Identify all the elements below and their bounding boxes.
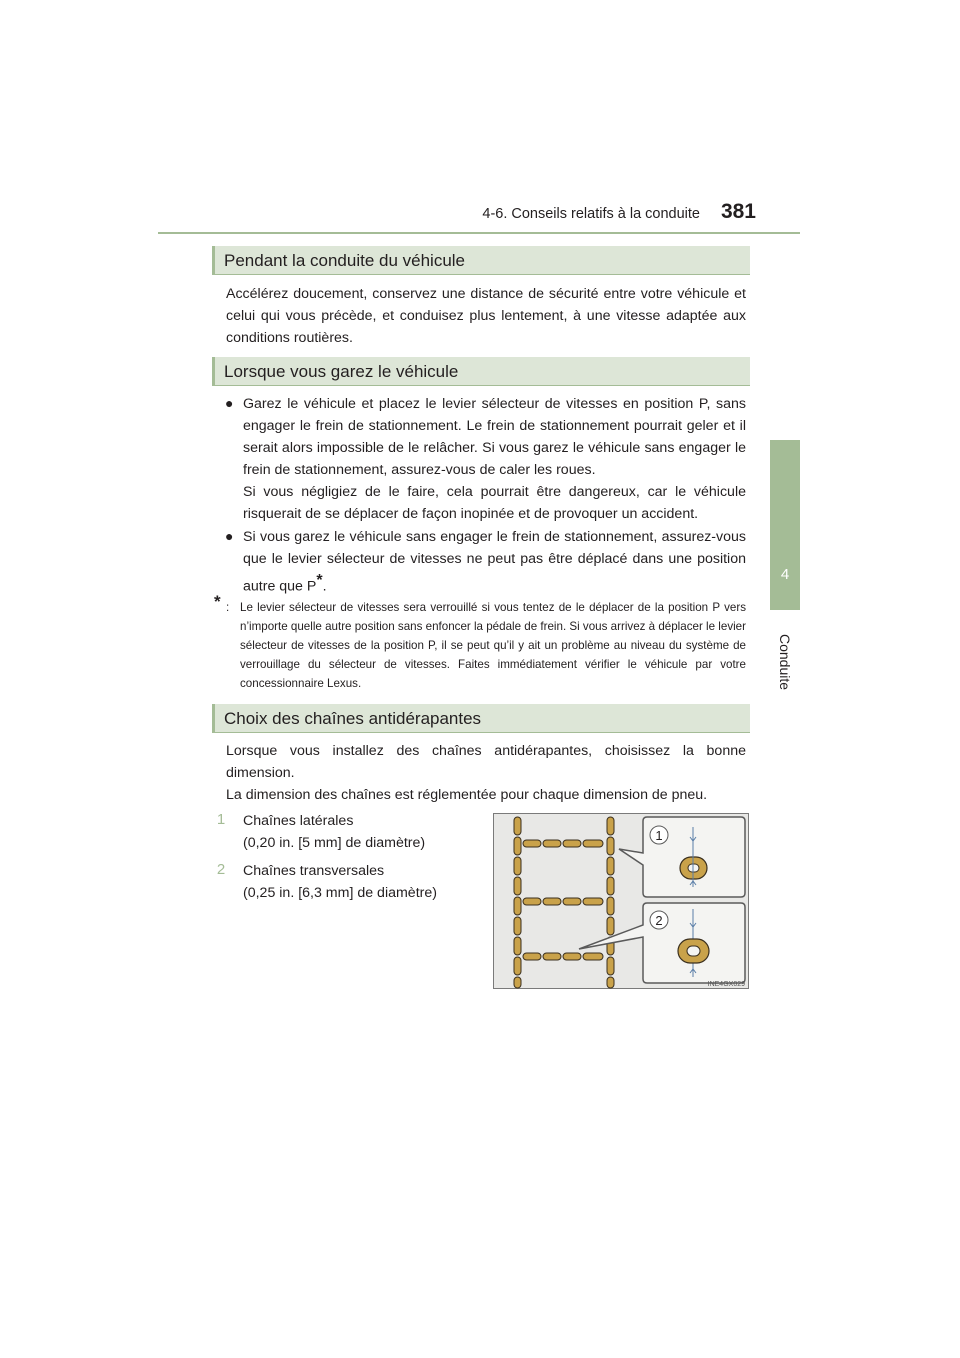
chain-item-2-label: Chaînes transversales [243,863,385,879]
chapter-tab-label: Conduite [777,633,793,691]
side-chain-left [514,817,521,988]
section-heading-parking [212,357,750,386]
footnote-colon: : [226,601,230,614]
chain-item-1-detail: (0,20 in. [5 mm] de diamètre) [243,835,426,851]
chains-paragraph-line-2: La dimension des chaînes est réglementée pour chaque dimension de pneu. [226,787,708,803]
section-heading-chains-text: Choix des chaînes antidérapantes [224,709,482,728]
section-heading-chains [212,704,750,733]
chains-paragraph-line-1: Lorsque vous installez des chaînes antidérapantes, choisissez la bonne dimension. [226,743,746,781]
item-number-2: 2 [216,861,226,878]
callout-number-1: 1 [655,828,663,843]
tire-chain-illustration [493,813,749,989]
chain-item-2-detail: (0,25 in. [6,3 mm] de diamètre) [243,885,437,901]
figure-code: INE4GX029 [707,981,745,988]
footnote-star: * [316,572,323,589]
parking-bullet-2 [243,526,746,598]
section-heading-driving [212,246,750,275]
footnote-marker: * [214,592,221,611]
parking-bullet-1 [243,393,746,525]
chapter-tab-number: 4 [780,566,790,583]
bullet-marker: ● [225,395,234,411]
bullet-marker: ● [225,528,234,544]
chain-item-1-label: Chaînes latérales [243,813,354,829]
chains-paragraph [226,740,746,806]
parking-bullet-2-end: . [322,578,327,595]
callout-number-2: 2 [655,913,663,928]
parking-bullet-2-text: Si vous garez le véhicule sans engager le frein de stationnement, assurez-vous que le levier sélecteur de vitesses ne peut pas être déplacé dans une position autre que P [243,529,746,595]
side-chain-right [607,817,614,988]
driving-paragraph: Accélérez doucement, conservez une distance de sécurité entre votre véhicule et celui qui vous précède, et conduisez plus lentement, à une vitesse adaptée aux conditions routières. [226,286,746,346]
chain-item-1 [243,810,483,854]
footnote-text: Le levier sélecteur de vitesses sera verrouillé si vous tentez de le déplacer de la position P vers n’importe quelle autre position sans enfoncer la pédale de frein. Si vous arrivez à déplacer le levier sélecteur de vitesses de la position P, il se peut qu’il y ait un problème au niveau du système de verrouillage du sélecteur de vitesses. Faites immédiatement vérifier le véhicule par votre concessionnaire Lexus. [240,601,746,690]
running-header-section: 4-6. Conseils relatifs à la conduite [482,206,700,222]
chain-item-2 [243,860,483,904]
page-number: 381 [720,200,756,223]
parking-bullet-1-warning: Si vous négligiez de le faire, cela pourrait être dangereux, car le véhicule risquerait de se déplacer de façon inopinée et de provoquer un accident. [243,484,746,522]
section-heading-driving-text: Pendant la conduite du véhicule [224,251,466,270]
parking-bullet-1-text: Garez le véhicule et placez le levier sélecteur de vitesses en position P, sans engager le frein de stationnement. Le frein de stationnement pourrait geler et il serait alors impossible de le relâcher. Si vous garez le véhicule sans engager le frein de stationnement, assurez-vous de caler les roues. [243,396,746,478]
tire-chain-figure [493,813,749,989]
item-number-1: 1 [216,811,226,828]
header-rule [158,232,800,234]
section-heading-parking-text: Lorsque vous garez le véhicule [224,362,459,381]
